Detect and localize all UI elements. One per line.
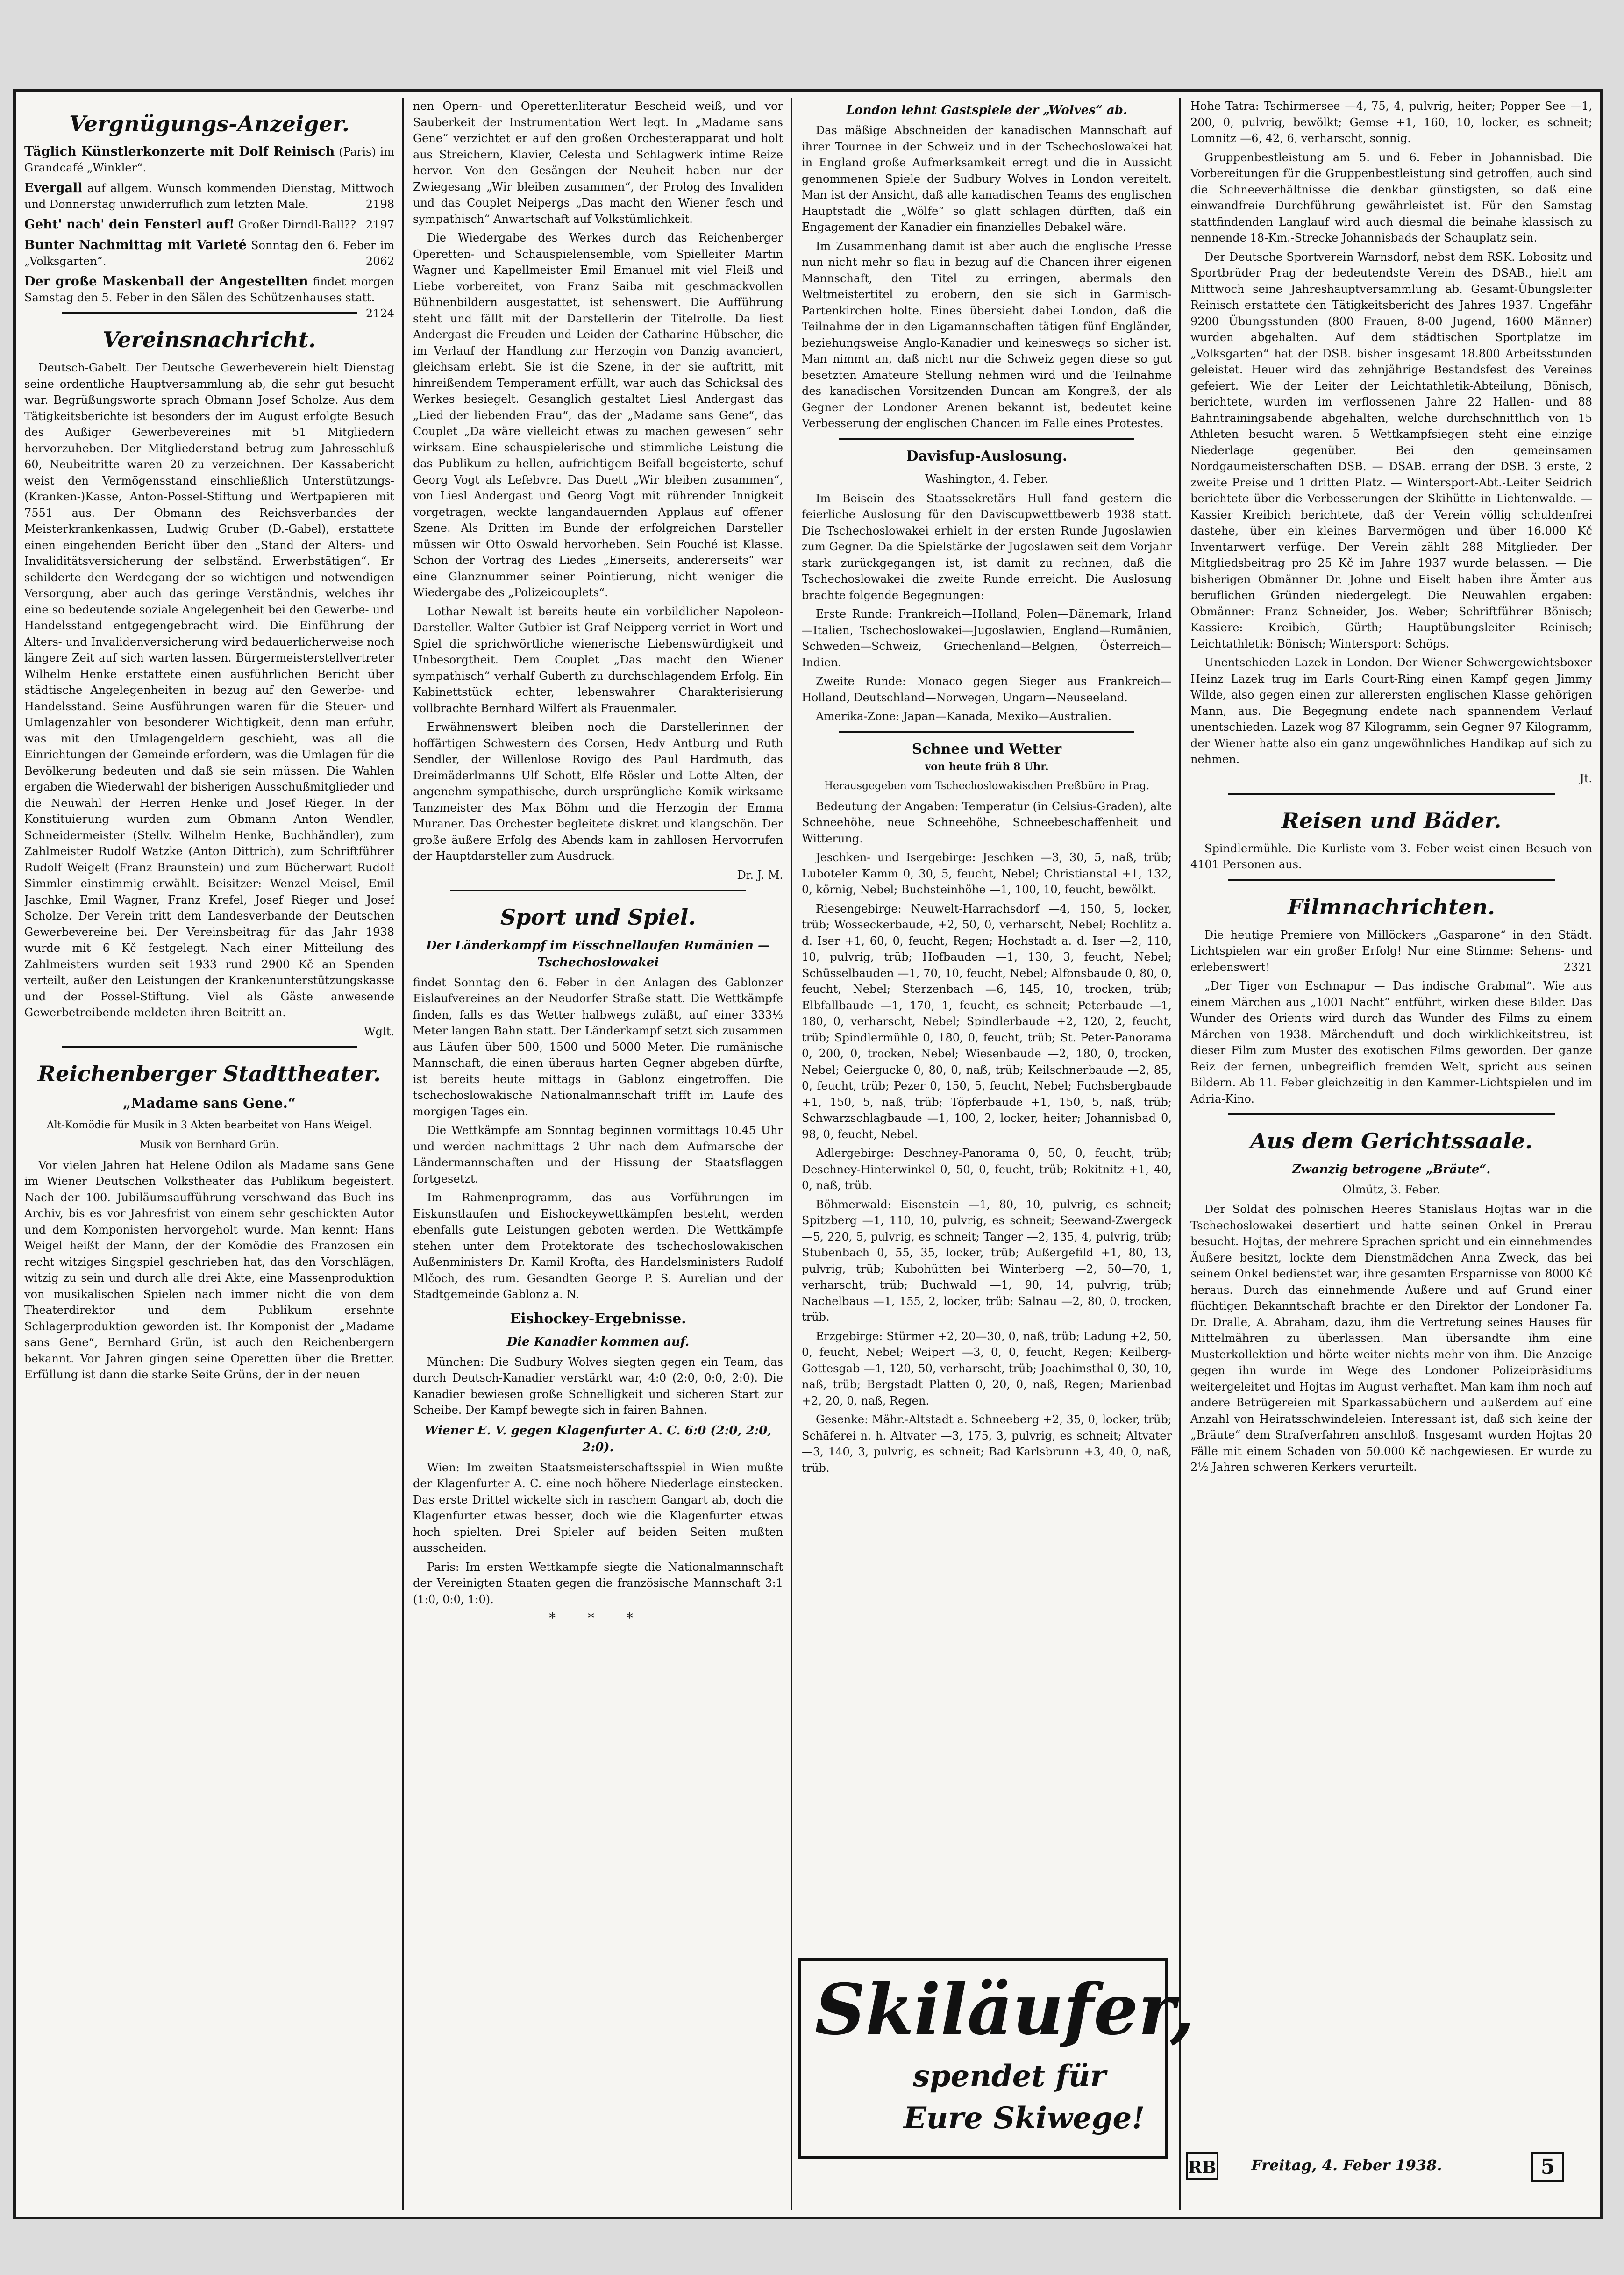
- ad-text: findet morgen Samstag den 5. Feber in den Sälen des Schützenhauses statt.: [24, 275, 394, 304]
- article-paragraph: nen Opern- und Operettenliteratur Bescheid weiß, und vor Sauberkeit der Instrumentation Wert legt. In „Madame sans Gene“ verzichtet er auf den großen Orchesterapparat und holt aus Streichern, Klavier, Celesta und Schlagwerk intime Reize hervor. Von den Gesängen der Neuheit haben nur der Zwiegesang „Wir bleiben zusammen“, der Prolog des Invaliden und das Couplet Neipergs „Das macht den Wiener fesch und sympathisch“ Anwartschaft auf Volkstümlichkeit.: [413, 100, 783, 226]
- dateline: Washington, 4. Feber.: [925, 472, 1049, 485]
- ad-lead: Bunter Nachmittag mit Varieté: [24, 238, 247, 252]
- divider: [1228, 879, 1555, 881]
- column-rule-2: [791, 98, 792, 2210]
- left-rule: [13, 89, 16, 2219]
- divider: [1228, 793, 1555, 795]
- column-rule-1: [402, 98, 404, 2210]
- skilaeufer-advertisement: [798, 1958, 1195, 2159]
- article-paragraph: Wien: Im zweiten Staatsmeisterschaftsspiel in Wien mußte der Klagenfurter A. C. eine noch höhere Niederlage einstecken. Das erste Drittel wickelte sich in raschem Gangart ab, doch die Klagenfurter etwas besser, doch wie die Klagenfurter etwas hoch spielten. Drei Spieler auf beiden Seiten mußten ausscheiden.: [413, 1461, 783, 1555]
- publisher-logo: RB: [1186, 2152, 1218, 2180]
- divider: [450, 890, 746, 891]
- advert-line: Eure Skiwege!: [904, 2101, 1145, 2136]
- article-paragraph: Lothar Newalt ist bereits heute ein vorbildlicher Napoleon-Darsteller. Walter Gutbier ist Graf Neipperg verriet in Wort und Spiel die sprichwörtliche wienerische Liebenswürdigkeit und Unbesorgtheit. Dem Couplet „Das macht den Wiener sympathisch“ verhalf Guberth zu durchschlagendem Erfolg. Ein Kabinettstück echter, lebenswahrer Charakterisierung vollbrachte Bernhard Wilfert als Frauenmaler.: [413, 605, 783, 715]
- subtitle: von heute früh 8 Uhr.: [925, 760, 1049, 773]
- article-paragraph: Der Soldat des polnischen Heeres Stanislaus Hojtas war in die Tschechoslowakei desertiert und hatte seinen Onkel in Prerau besucht. Hojtas, der mehrere Sprachen spricht und ein einnehmendes Äußere besitzt, lockte dem Dienstmädchen Anna Zweck, das bei seinem Onkel bedienstet war, ihre gesamten Ersparnisse von 8000 Kč heraus. Durch das einnehmende Äußere und auf Grund einer flüchtigen Bekanntschaft brachte er den Direktor der Londoner Fa. Dr. Dralle, A. Abraham, dazu, ihm die Vertretung seines Hauses für Mittelmähren zu überlassen. Man übersandte ihm eine Musterkollektion und hörte weiter nichts mehr von ihm. Die Anzeige gegen ihn wurde im Wege des Londoner Polizeipräsidiums weitergeleitet und Hojtas im August verhaftet. Man kam ihm noch auf andere Betrügereien mit Sparkassabüchern und außerdem auf eine Anzahl von Heiratsschwindeleien. Interessant ist, daß sich keine der „Bräute“ dem Strafverfahren anschloß. Insgesamt wurden Hojtas 20 Fälle mit einem Schaden von 50.000 Kč nachgewiesen. Er wurde zu 2½ Jahren schweren Kerkers verurteilt.: [1190, 1203, 1592, 1474]
- ad-item: [24, 144, 394, 176]
- divider: [62, 1046, 357, 1048]
- star-separator: * * *: [549, 1610, 647, 1626]
- divider: [839, 438, 1134, 440]
- article-paragraph: Paris: Im ersten Wettkampfe siegte die Nationalmannschaft der Vereinigten Staaten gegen die französische Mannschaft 3:1 (1:0, 0:0, 1:0).: [413, 1560, 783, 1606]
- heading-madame-sans-gene: „Madame sans Gene.“: [122, 1095, 296, 1112]
- column-1: [24, 98, 394, 2210]
- ad-item: [24, 217, 394, 233]
- heading-filmnachrichten: Filmnachrichten.: [1287, 894, 1496, 920]
- article-paragraph: Das mäßige Abschneiden der kanadischen Mannschaft auf ihrer Tournee in der Schweiz und in der Tschechoslowakei hat in England große Aufmerksamkeit erregt und die in Aussicht genommenen Spiele der Sudbury Wolves in London vereitelt. Man ist der Ansicht, daß alle kanadischen Teams des englischen Hauptstadt die „Wölfe“ so glatt schlagen dürften, daß ein Engagement der Kanadier ein finanzielles Debakel wäre.: [802, 124, 1172, 234]
- column-rule-3: [1179, 98, 1181, 2210]
- subtitle: Herausgegeben vom Tschechoslowakischen Preßbüro in Prag.: [824, 780, 1150, 792]
- page-number: 5: [1531, 2152, 1564, 2182]
- article-paragraph: Deutsch-Gabelt. Der Deutsche Gewerbeverein hielt Dienstag seine ordentliche Hauptversammlung ab, die sehr gut besucht war. Begrüßungsworte sprach Obmann Josef Scholze. Aus dem Tätigkeitsberichte ist besonders der im August erfolgte Besuch des Außiger Gewerbevereines mit 51 Mitgliedern hervorzuheben. Der Mitgliederstand betrug zum Jahresschluß 60, Neubeitritte waren 20 zu verzeichnen. Der Kassabericht weist den Vermögensstand einschließlich Unterstützungs-(Kranken-)Kasse, Anton-Possel-Stiftung und Wertpapieren mit 7551 aus. Der Obmann des Reichsverbandes der Meisterkrankenkassen, Ludwig Gruber (D.-Gabel), erstattete einen eingehenden Bericht über den „Stand der Alters- und Invaliditätsversicherung der selbständ. Erwerbstätigen“. Er schilderte den Werdegang der so wichtigen und notwendigen Versorgung, aber auch das geringe Verständnis, welches ihr eine so bedeutende soziale Angelegenheit bei den Gewerbe- und Handelsstand entgegengebracht wird. Die Einführung der Alters- und Invalidenversicherung wird bedauerlicherweise noch längere Zeit auf sich warten lassen. Bürgermeisterstellvertreter Wilhelm Henke erstattete einen ausführlichen Bericht über städtische Angelegenheiten in bezug auf den Gewerbe- und Handelsstand. Seine Ausführungen waren für die Steuer- und Umlagenzahler von besonderer Wichtigkeit, denn man erfuhr, was mit den Umlagengeldern geschieht, was all die Einrichtungen der Gemeinde erfordern, was die Umlagen für die Bevölkerung bedeuten und daß sie sein müssen. Die Wahlen ergaben die Wiederwahl der bisherigen Ausschußmitglieder und die Neuwahl der Herren Henke und Josef Rieger. In der Konstituierung wurden zum Obmann Anton Wendler, Schneidermeister (Stellv. Wilhelm Henke, Buchhändler), zum Zahlmeister Rudolf Watzke (Anton Dittrich), zum Schriftführer Rudolf Weigelt (Franz Braunstein) und zum Bücherwart Rudolf Simmler einstimmig erwählt. Beisitzer: Wenzel Meisel, Emil Jaschke, Emil Wagner, Franz Krefel, Josef Rieger und Josef Scholze. Der Verein tritt dem Landesverbande der Deutschen Gewerbevereine bei. Der Vereinsbeitrag für das Jahr 1938 wurde mit 6 Kč festgelegt. Nach einer Mitteilung des Zahlmeisters wurden seit 1933 rund 2900 Kč an Spenden verteilt, außer den Leistungen der Krankenunterstützungskasse und der Possel-Stiftung. Viel als Gäste anwesende Gewerbetreibende meldeten ihren Beitritt an.: [24, 361, 394, 1019]
- article-paragraph: Adlergebirge: Deschney-Panorama 0, 50, 0, feucht, trüb; Deschney-Hinterwinkel 0, 50, 0, feucht, trüb; Rokitnitz +1, 40, 0, naß, trüb.: [802, 1147, 1172, 1192]
- article-paragraph: Die Wettkämpfe am Sonntag beginnen vormittags 10.45 Uhr und werden nachmittags 2 Uhr nach dem Aufmarsche der Ländermannschaften und der Hissung der Staatsflaggen fortgesetzt.: [413, 1124, 783, 1185]
- article-paragraph: Die Wiedergabe des Werkes durch das Reichenberger Operetten- und Schauspielensemble, vom Spielleiter Martin Wagner und Kapellmeister Emil Emanuel mit viel Fleiß und Liebe vorbereitet, von Franz Saiba mit geschmackvollen Bühnenbildern ausgestattet, ist sehenswert. Die Aufführung steht und fällt mit der Darstellerin der Titelrolle. Da liest Andergast die Freuden und Leiden der Catharine Hübscher, die im Verlauf der Handlung zur Herzogin von Danzig avanciert, gleichsam erlebt. Sie ist die Szene, in der sie auftritt, mit hinreißendem Temperament erfüllt, war auch das Schicksal des Werkes besiegelt. Gesanglich gestaltet Liesl Andergast das „Lied der liebenden Frau“, das der „Madame sans Gene“, das Couplet „Da wäre vielleicht etwas zu machen gewesen“ sehr wirksam. Eine schauspielerische und stimmliche Leistung die das Publikum zu hellen, aufrichtigem Beifall begeisterte, schuf Georg Vogt als Lefebvre. Das Duett „Wir bleiben zusammen“, von Liesl Andergast und Georg Vogt mit rührender Innigkeit vorgetragen, weckte langandauernden Applaus auf offener Szene. Als Dritten im Bunde der erfolgreichen Darsteller müssen wir Otto Oswald hervorheben. Sein Fouché ist Klasse. Schon der Vortrag des Liedes „Einerseits, andererseits“ war eine Glanznummer seiner Pointierung, nicht weniger die Wiedergabe des „Polizeicouplets“.: [413, 231, 783, 599]
- ad-text: auf allgem. Wunsch kommenden Dienstag, Mittwoch und Donnerstag unwiderruflich zum letzten Male.: [24, 182, 394, 211]
- heading-vereinsnachricht: Vereinsnachricht.: [102, 327, 316, 352]
- article-paragraph: „Der Tiger von Eschnapur — Das indische Grabmal“. Wie aus einem Märchen aus „1001 Nacht“ entführt, wirken diese Bilder. Das Wunder des Orients wird durch das Wunder des Films zu einem Märchen von 1938. Märchenduft und doch wirklichkeitstreu, ist dieser Film zum Muster des exotischen Films geworden. Der ganze Reiz der fernen, unbegreiflich fremden Welt, spricht aus seinen Bildern. Ab 11. Feber gleichzeitig in den Kammer-Lichtspielen und im Adria-Kino.: [1190, 979, 1592, 1105]
- article-paragraph: Vor vielen Jahren hat Helene Odilon als Madame sans Gene im Wiener Deutschen Volkstheater das Publikum begeistert. Nach der 100. Jubiläumsaufführung verschwand das Buch ins Archiv, bis es vor Jahresfrist von einem sehr geschickten Autor und dem Komponisten hervorgeholt wurde. Man kennt: Hans Weigel heißt der Mann, der der Komödie des Franzosen ein recht witziges Singspiel geschrieben hat, das den Vorschlägen, witzig zu sein und durch alle drei Akte, eine Massenproduktion von musikalischen Spielen nach immer nicht die von dem Theaterdirektor und dem Publikum ersehnte Schlagerproduktion geworden ist. Ihr Komponist der „Madame sans Gene“, Bernhard Grün, ist auch den Reichenbergern bekannt. Vor Jahren gingen seine Operetten über die Bretter. Erfüllung ist dann die starke Seite Grüns, der in der neuen: [24, 1158, 394, 1381]
- column-3: [802, 98, 1172, 1948]
- article-credit: Dr. J. M.: [737, 868, 783, 882]
- ad-number: 2197: [365, 218, 394, 231]
- divider: [62, 312, 357, 314]
- heading-eishockey: Eishockey-Ergebnisse.: [510, 1310, 686, 1327]
- article-paragraph: Erste Runde: Frankreich—Holland, Polen—Dänemark, Irland—Italien, Tschechoslowakei—Jugoslawien, England—Rumänien, Schweden—Schweiz, Griechenland—Belgien, Österreich—Indien.: [802, 607, 1172, 669]
- article-paragraph: Gesenke: Mähr.-Altstadt a. Schneeberg +2, 35, 0, locker, trüb; Schäferei n. h. Altvater —3, 175, 3, pulvrig, es schneit; Altvater —3, 140, 3, pulvrig, es schneit; Bad Karlsbrunn +3, 40, 0, naß, trüb.: [802, 1413, 1172, 1475]
- heading-gerichtssaale: Aus dem Gerichtssaale.: [1250, 1128, 1533, 1154]
- article-paragraph: Hohe Tatra: Tschirmersee —4, 75, 4, pulvrig, heiter; Popper See —1, 200, 0, pulvrig, bewölkt; Gemse +1, 160, 10, locker, es schneit; Lomnitz —6, 42, 6, verharscht, sonnig.: [1190, 100, 1592, 145]
- article-paragraph: Unentschieden Lazek in London. Der Wiener Schwergewichtsboxer Heinz Lazek trug im Earls Court-Ring einen Kampf gegen Jimmy Wilde, also gegen einen zur allerersten englischen Klasse gehörigen Mann, aus. Die Begegnung endete nach spannendem Verlauf unentschieden. Lazek wog 87 Kilogramm, sein Gegner 97 Kilogramm, der Wiener hatte also ein ganz ungewöhnliches Handikap auf sich zu nehmen.: [1190, 656, 1592, 766]
- article-paragraph: Der Deutsche Sportverein Warnsdorf, nebst dem RSK. Lobositz und Sportbrüder Prag der bedeutendste Verein des DSAB., hielt am Mittwoch seine Jahreshauptversammlung ab. Gesamt-Übungsleiter Reinisch erstattete den Tätigkeitsbericht des Jahres 1937. Ungefähr 9200 Übungsstunden (800 Frauen, 8-00 Jugend, 1600 Männer) wurden abgehalten. Auf dem städtischen Sportplatze im „Volksgarten“ hat der DSB. bisher insgesamt 18.800 Arbeitsstunden geleistet. Heuer wird das zehnjährige Bestandsfest des Vereines gefeiert. Wie der Leiter der Leichtathletik-Abteilung, Bönisch, berichtete, wurden im verflossenen Jahre 22 Hallen- und 88 Bahntrainingsabende abgehalten, welche durchschnittlich von 15 Athleten besucht waren. 5 Wettkampfsiegen steht eine einzige Niederlage gegenüber. Bei den gemeinsamen Nordgaumeisterschaften DSB. — DSAB. errang der DSB. 3 erste, 2 zweite Preise und 1 dritten Platz. — Wintersport-Abt.-Leiter Seidrich berichtete über die Verbesserungen der Skihütte in Lichtenwalde. — Kassier Kreibich berichtete, daß der Verein völlig schuldenfrei dastehe, über ein kleines Barvermögen und über 16.000 Kč Inventarwert verfüge. Der Verein zählt 288 Mitglieder. Der Mitgliedsbeitrag pro 25 Kč im Jahre 1937 wurde belassen. — Die bisherigen Obmänner Dr. Johne und Eiselt haben ihre Ämter aus beruflichen Gründen niedergelegt. Die Neuwahlen ergaben: Obmänner: Franz Schneider, Jos. Weber; Schriftführer Bönisch; Kassiere: Kreibich, Gürth; Hauptübungsleiter Reinisch; Leichtathletik: Bönisch; Wintersport: Schöps.: [1190, 250, 1592, 650]
- heading-laenderkampf: Der Länderkampf im Eisschnellaufen Rumänien — Tschechoslowakei: [426, 938, 770, 970]
- heading-kanadier: Die Kanadier kommen auf.: [506, 1334, 690, 1349]
- article-paragraph: Im Rahmenprogramm, das aus Vorführungen im Eiskunstlaufen und Eishockeywettkämpfen besteht, werden ebenfalls gute Leistungen geboten werden. Die Wettkämpfe stehen unter dem Protektorate des tschechoslowakischen Außenministers Dr. Kamil Krofta, des Handelsministers Rudolf Mlčoch, des rum. Gesandten George P. S. Aurelian und der Stadtgemeinde Gablonz a. N.: [413, 1191, 783, 1301]
- article-credit: Jt.: [1580, 771, 1592, 785]
- ad-text: Großer Dirndl-Ball??: [238, 218, 356, 231]
- ad-lead: Der große Maskenball der Angestellten: [24, 274, 308, 289]
- right-rule: [1600, 89, 1603, 2219]
- top-rule: [13, 89, 1603, 92]
- film-text: Die heutige Premiere von Millöckers „Gasparone“ in den Städt. Lichtspielen war ein großer Erfolg! Nur eine Stimme: Sehens- und erlebenswert!: [1190, 928, 1592, 974]
- heading-braeute: Zwanzig betrogene „Bräute“.: [1292, 1162, 1491, 1177]
- ad-number: 2062: [365, 255, 394, 268]
- article-paragraph: Im Beisein des Staatssekretärs Hull fand gestern die feierliche Auslosung für den Daviscupwettbewerb 1938 statt. Die Tschechoslowakei erhielt in der ersten Runde Jugoslawien zum Gegner. Da die Spielstärke der Jugoslawen seit dem Vorjahr stark zurückgegangen ist, ist damit zu rechnen, daß die Tschechoslowakei die zweite Runde erreicht. Die Auslosung brachte folgende Begegnungen:: [802, 492, 1172, 602]
- ad-number: 2198: [365, 198, 394, 211]
- article-paragraph: [1190, 927, 1592, 976]
- heading-schnee-und-wetter: Schnee und Wetter: [912, 741, 1062, 757]
- heading-vergnuegungs-anzeiger: Vergnügungs-Anzeiger.: [69, 111, 349, 136]
- ad-lead: Evergall: [24, 181, 83, 195]
- article-paragraph: Erwähnenswert bleiben noch die Darstellerinnen der hoffärtigen Schwestern des Corsen, Hedy Antburg und Ruth Sendler, der Willenlose Rovigo des Paul Hardmuth, das Dreimäderlmanns Ulf Schott, Elfe Rösler und Lotte Alten, der angenehm sympathische, durch ursprüngliche Komik wirksame Tanzmeister des Max Böhm und die Herzogin der Emma Muraner. Das Orchester begleitete diskret und klangschön. Der große äußere Erfolg des Abends kam in zahllosen Hervorrufen der Hauptdarsteller zum Ausdruck.: [413, 720, 783, 863]
- heading-sport-und-spiel: Sport und Spiel.: [500, 904, 696, 930]
- column-4: [1190, 98, 1592, 2149]
- issue-date: Freitag, 4. Feber 1938.: [1251, 2156, 1442, 2174]
- ad-text: Sonntag den 6. Feber im „Volksgarten“.: [24, 239, 394, 268]
- article-paragraph: Gruppenbestleistung am 5. und 6. Feber in Johannisbad. Die Vorbereitungen für die Gruppenbestleistung sind getroffen, auch sind die Schneeverhältnisse die denkbar günstigsten, so daß eine einwandfreie Durchführung gewährleistet ist. Für den Samstag stattfindenden Langlauf wird auch diesmal die beinahe klassisch zu nennende 18-Km.-Strecke Johannisbads der Schauplatz sein.: [1190, 150, 1592, 244]
- article-paragraph: Jeschken- und Isergebirge: Jeschken —3, 30, 5, naß, trüb; Luboteler Kamm 0, 30, 5, feucht, Nebel; Christianstal +1, 132, 0, körnig, Nebel; Buchsteinhöhe —1, 100, 10, feucht, bewölkt.: [802, 851, 1172, 896]
- advert-line: spendet für: [913, 2059, 1106, 2094]
- ad-number: 2321: [1563, 960, 1592, 974]
- heading-stadttheater: Reichenberger Stadttheater.: [37, 1061, 381, 1086]
- article-paragraph: Riesengebirge: Neuwelt-Harrachsdorf —4, 150, 5, locker, trüb; Wosseckerbaude, +2, 50, 0, verharscht, Nebel; Rochlitz a. d. Iser +1, 60, 0, feucht, Regen; Hochstadt a. d. Iser —2, 110, 10, pulvrig, trüb; Hofbauden —1, 130, 3, feucht, Nebel; Schüsselbauden —1, 70, 10, feucht, Nebel; Alfonsbaude 0, 80, 0, feucht, Nebel; Sterzenbach —6, 145, 10, trocken, trüb; Elbfallbaude —1, 170, 1, feucht, es schneit; Peterbaude —1, 180, 0, verharscht, Nebel; Spindlerbaude +2, 120, 2, feucht, trüb; Spindlermühle 0, 180, 0, feucht, trüb; St. Peter-Panorama 0, 200, 0, trocken, Nebel; Wiesenbaude —2, 180, 0, trocken, Nebel; Geiergucke 0, 80, 0, naß, trüb; Keilschnerbaude —2, 85, 0, feucht, trüb; Pezer 0, 150, 5, feucht, Nebel; Fuchsbergbaude +1, 150, 5, naß, trüb; Töpferbaude +1, 150, 5, naß, trüb; Schwarzschlagbaude —1, 100, 2, locker, heiter; Johannisbad 0, 98, 0, feucht, Nebel.: [802, 902, 1172, 1141]
- article-paragraph: Bedeutung der Angaben: Temperatur (in Celsius-Graden), alte Schneehöhe, neue Schneehöhe, Schneebeschaffenheit und Witterung.: [802, 799, 1172, 845]
- bottom-rule: [13, 2217, 1603, 2219]
- ad-item: [24, 237, 394, 269]
- page-footer: [1186, 2152, 1597, 2184]
- article-paragraph: Böhmerwald: Eisenstein —1, 80, 10, pulvrig, es schneit; Spitzberg —1, 110, 10, pulvrig, es schneit; Seewand-Zwergeck —5, 220, 5, pulvrig, es schneit; Tanger —2, 135, 4, pulvrig, trüb; Stubenbach 0, 55, 35, locker, trüb; Außergefild +1, 80, 13, pulvrig, trüb; Kubohütten bei Winterberg —2, 50—70, 1, verharscht, trüb; Buchwald —1, 90, 14, pulvrig, trüb; Nachelbaus —1, 155, 2, locker, trüb; Salnau —2, 80, 0, trocken, trüb.: [802, 1198, 1172, 1324]
- heading-wiener-ev: Wiener E. V. gegen Klagenfurter A. C. 6:0 (2:0, 2:0, 2:0).: [424, 1423, 772, 1455]
- article-paragraph: Zweite Runde: Monaco gegen Sieger aus Frankreich—Holland, Deutschland—Norwegen, Ungarn—Neuseeland.: [802, 675, 1172, 704]
- article-paragraph: Erzgebirge: Stürmer +2, 20—30, 0, naß, trüb; Ladung +2, 50, 0, feucht, Nebel; Weipert —3, 0, 0, feucht, Regen; Keilberg-Gottesgab —1, 120, 50, verharscht, trüb; Joachimsthal 0, 30, 10, naß, trüb; Bergstadt Platten 0, 20, 0, naß, Regen; Marienbad +2, 20, 0, naß, Regen.: [802, 1329, 1172, 1407]
- article-paragraph: Amerika-Zone: Japan—Kanada, Mexiko—Australien.: [816, 710, 1112, 723]
- article-paragraph: findet Sonntag den 6. Feber in den Anlagen des Gablonzer Eislaufvereines an der Neudorfer Straße statt. Die Wettkämpfe finden, falls es das Wetter halbwegs zuläßt, auf einer 333⅓ Meter langen Bahn statt. Der Länderkampf setzt sich zusammen aus Läufen über 500, 1500 und 5000 Meter. Die rumänische Mannschaft, die einen überaus harten Gegner abgeben dürfte, ist bereits heute mittags in Gablonz eingetroffen. Die tschechoslowakische Nationalmannschaft trifft im Laufe des morgigen Tages ein.: [413, 976, 783, 1118]
- subtitle: Alt-Komödie für Musik in 3 Akten bearbeitet von Hans Weigel.: [46, 1119, 372, 1131]
- ad-number: 2124: [365, 307, 394, 320]
- heading-reisen-und-baeder: Reisen und Bäder.: [1281, 807, 1502, 833]
- article-paragraph: Im Zusammenhang damit ist aber auch die englische Presse nun nicht mehr so flau in bezug auf die Chancen ihrer eigenen Mannschaft, den Titel zu erringen, abermals den Weltmeistertitel zu erobern, den sie sich in Garmisch-Partenkirchen holte. Eines übersieht dabei London, daß die Teilnahme der in den Ligamannschaften tätigen fünf Engländer, beziehungsweise Anglo-Kanadier und keineswegs so sicher ist. Man nimmt an, daß nicht nur die Schweiz gegen diese so gut besetzten Amateure Stellung nehmen wird und die Teilnahme des kanadischen Vorsitzenden Duncan am Kongreß, der als Gegner der Londoner Arenen bekannt ist, bedeutet keine Verbesserung der englischen Chancen im Falle eines Protestes.: [802, 239, 1172, 430]
- ad-lead: Geht' nach' dein Fensterl auf!: [24, 217, 235, 232]
- ad-text: (Paris) im Grandcafé „Winkler“.: [24, 145, 394, 174]
- subtitle: Musik von Bernhard Grün.: [139, 1139, 279, 1151]
- ad-lead: Täglich Künstlerkonzerte mit Dolf Reinisch: [24, 144, 335, 159]
- advert-headline: Skiläufer,: [815, 1968, 1195, 2051]
- divider: [839, 731, 1134, 733]
- dateline: Olmütz, 3. Feber.: [1342, 1183, 1440, 1196]
- ad-item: [24, 180, 394, 212]
- heading-london: London lehnt Gastspiele der „Wolves“ ab.: [846, 103, 1127, 117]
- ad-item: [24, 274, 394, 320]
- article-credit: Wglt.: [364, 1025, 394, 1038]
- divider: [1228, 1113, 1555, 1115]
- column-2: [413, 98, 783, 2210]
- article-paragraph: München: Die Sudbury Wolves siegten gegen ein Team, das durch Deutsch-Kanadier verstärkt war, 4:0 (2:0, 0:0, 2:0). Die Kanadier bewiesen große Schnelligkeit und sicheren Start zur Scheibe. Der Kampf bewegte sich in fairen Bahnen.: [413, 1355, 783, 1417]
- newspaper-page: [13, 89, 1603, 2219]
- article-paragraph: Spindlermühle. Die Kurliste vom 3. Feber weist einen Besuch von 4101 Personen aus.: [1190, 842, 1592, 871]
- heading-davis-cup: Davisfup-Auslosung.: [906, 448, 1068, 464]
